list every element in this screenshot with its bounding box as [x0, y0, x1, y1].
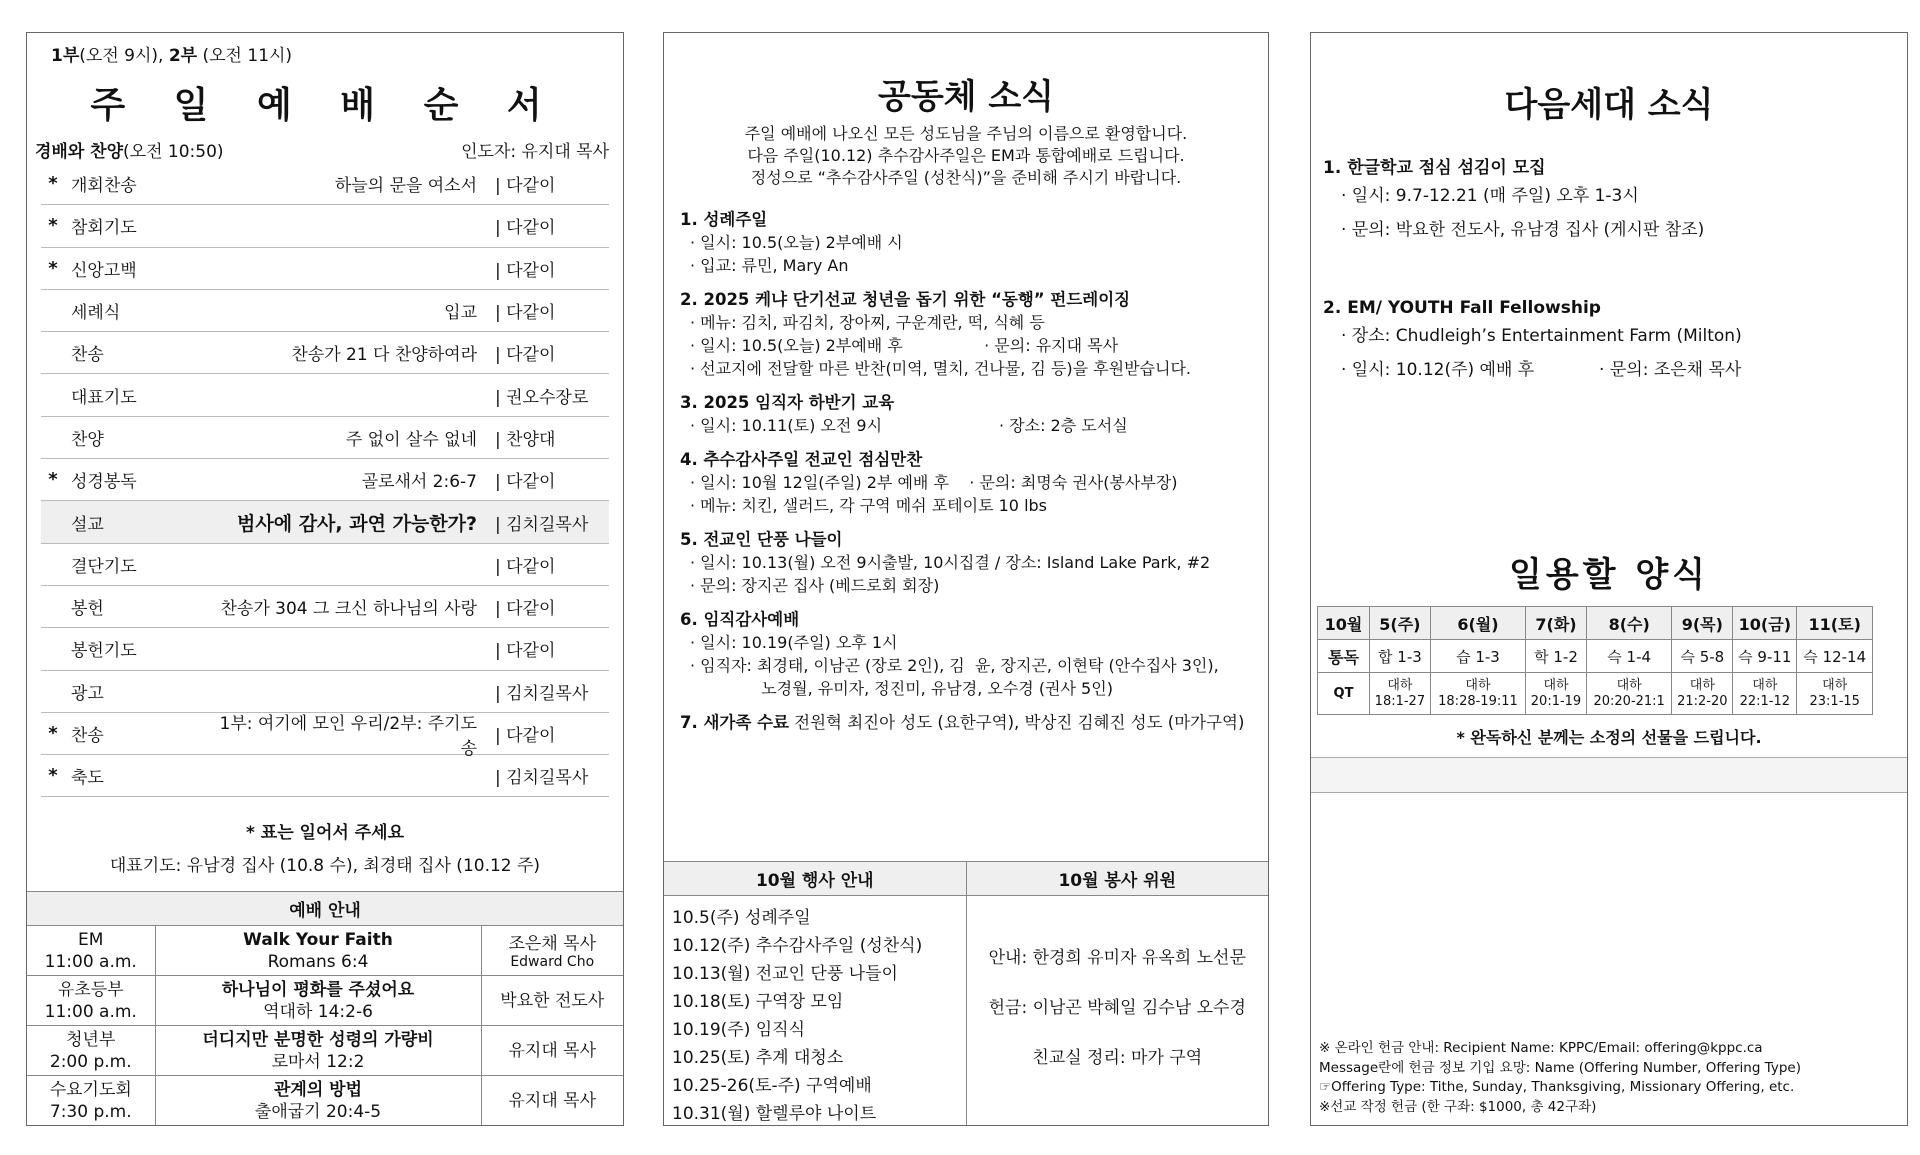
event-item: 10.12(주) 추수감사주일 (성찬식) [672, 936, 923, 956]
order-leader: | 김치길목사 [495, 514, 589, 535]
worship-title: 주 일 예 배 순 서 [90, 85, 560, 126]
order-leader: | 다같이 [495, 260, 556, 281]
order-leader: | 김치길목사 [495, 768, 589, 789]
news-line: 노경월, 유미자, 정진미, 유남경, 오수경 (권사 5인) [690, 679, 1113, 698]
order-item: 설교 [71, 514, 104, 535]
order-star: * [48, 173, 58, 195]
guide-sermon-title: 관계의 방법 [273, 1079, 363, 1100]
qt-book: 대하 [1616, 677, 1642, 693]
order-title: 입교 [444, 303, 477, 324]
reading-header-row [1318, 607, 1873, 640]
news-line: · 문의: 장지곤 집사 (베드로회 회장) [690, 576, 940, 595]
reading-cell: 슥 5-8 [1672, 640, 1733, 673]
divider-band [1311, 757, 1907, 793]
guide-sermon [155, 926, 481, 976]
reading-header: 10(금) [1733, 607, 1797, 640]
opening-praise: 경배와 찬양(오전 10:50) 인도자: 유지대 목사 [35, 137, 609, 162]
reading-header: 11(토) [1797, 607, 1873, 640]
order-row [41, 713, 609, 759]
reading-row-qt [1318, 673, 1873, 715]
reading-header: 6(월) [1430, 607, 1525, 640]
nextgen-title: 다음세대 소식 [1504, 85, 1714, 125]
order-leader: | 다같이 [495, 345, 556, 366]
order-row [41, 290, 609, 332]
order-leader: | 다같이 [495, 472, 556, 493]
news-line: · 일시: 10.5(오늘) 2부예배 후 · 문의: 유지대 목사 [690, 336, 1119, 355]
qt-range: 21:2-20 [1677, 693, 1728, 709]
guide-service [27, 926, 155, 976]
guide-scripture: Romans 6:4 [267, 951, 369, 972]
qt-book: 대하 [1387, 677, 1413, 693]
volunteers-list [966, 896, 1268, 1127]
welcome-message: 주일 예배에 나오신 모든 성도님을 주님의 이름으로 환영합니다. 다음 주일(10.12) 추수감사주일은 EM과 통합예배로 드립니다. 정성으로 “추수감사주일 (성찬식)”을 준비해 주시기 바랍니다. [744, 124, 1188, 187]
guide-scripture: 역대하 14:2-6 [263, 1001, 373, 1022]
order-row [41, 205, 609, 247]
qt-book: 대하 [1689, 677, 1715, 693]
order-row [41, 544, 609, 586]
order-row [41, 586, 609, 628]
nextgen-item-2: 2. EM/ YOUTH Fall Fellowship · 장소: Chudleigh’s Entertainment Farm (Milton) · 일시: 10.12(주) 예배 후 · 문의: 조은채 목사 [1323, 298, 1742, 380]
order-row [41, 332, 609, 374]
online-offering-info: ※ 온라인 헌금 안내: Recipient Name: KPPC/Email: offering@kppc.ca Message란에 헌금 정보 기입 요망: Name (Offering Number, Offering Type) ☞Offering Type: Tithe, Sunday, Thanksgiving, Missionary Offering, etc. ※선교 작정 헌금 (한 구좌: $1000, 총 42구좌) [1319, 1040, 1801, 1115]
order-row [41, 417, 609, 459]
guide-scripture: 출애굽기 20:4-5 [254, 1101, 382, 1122]
opening-leader: 인도자: 유지대 목사 [461, 142, 609, 162]
order-leader: | 다같이 [495, 303, 556, 324]
order-title: 범사에 감사, 과연 가능한가? [237, 512, 477, 535]
reading-cell [1370, 673, 1431, 715]
order-item: 참회기도 [71, 218, 137, 239]
order-star: * [48, 723, 58, 744]
news-heading: 1. 성례주일 [680, 210, 768, 229]
order-item: 세례식 [71, 303, 121, 324]
order-item: 봉헌 [71, 599, 104, 620]
guide-service [27, 976, 155, 1026]
prayer-note: 대표기도: 유남경 집사 (10.8 수), 최경태 집사 (10.12 주) [109, 856, 541, 876]
volunteers-header: 10월 봉사 위원 [966, 862, 1268, 896]
guide-pastor-name: 유지대 목사 [508, 1040, 596, 1061]
order-leader: | 다같이 [495, 726, 556, 746]
guide-sermon-title: Walk Your Faith [243, 929, 393, 950]
order-item: 찬양 [71, 429, 104, 450]
order-item: 성경봉독 [71, 472, 137, 493]
guide-time: 7:30 p.m. [49, 1101, 132, 1122]
reading-cell [1672, 673, 1733, 715]
order-row [41, 248, 609, 290]
reading-header: 10월 [1318, 607, 1370, 640]
order-star: * [48, 765, 58, 787]
reading-cell [1797, 673, 1873, 715]
order-item: 신앙고백 [71, 260, 137, 281]
event-item: 10.18(토) 구역장 모임 [672, 992, 844, 1012]
volunteer-item: 친교실 정리: 마가 구역 [1032, 1048, 1203, 1068]
guide-pastor [481, 1026, 623, 1076]
reward-note: * 완독하신 분께는 소정의 선물을 드립니다. [1456, 728, 1762, 747]
qt-range: 20:1-19 [1530, 693, 1582, 709]
guide-name: 유초등부 [57, 979, 124, 1000]
qt-book: 대하 [1465, 677, 1491, 693]
news-line: · 일시: 10월 12일(주일) 2부 예배 후 · 문의: 최명숙 권사(봉사부장) [690, 473, 1178, 492]
worship-order-panel [26, 32, 624, 1126]
news-heading-7: 7. 새가족 수료 [680, 713, 789, 732]
order-item: 축도 [71, 768, 104, 789]
volunteer-item: 헌금: 이남곤 박혜일 김수남 오수경 [988, 998, 1246, 1018]
guide-pastor [481, 976, 623, 1026]
order-leader: | 다같이 [495, 641, 556, 662]
guide-pastor-name: 박요한 전도사 [500, 990, 605, 1011]
nextgen-panel [1310, 32, 1908, 1126]
order-leader: | 찬양대 [495, 429, 556, 450]
order-row [41, 374, 609, 416]
events-list [664, 896, 966, 1127]
guide-pastor [481, 1076, 623, 1126]
news-text-7: 전원혁 최진아 성도 (요한구역), 박상진 김혜진 성도 (마가구역) [788, 713, 1245, 732]
reading-header: 5(주) [1370, 607, 1431, 640]
reading-cell [1526, 673, 1587, 715]
qt-book: 대하 [1752, 677, 1778, 693]
guide-sermon-title: 하나님이 평화를 주셨어요 [221, 979, 415, 1000]
news-heading: 5. 전교인 단풍 나들이 [680, 530, 843, 549]
order-leader: | 다같이 [495, 176, 556, 197]
reading-header: 8(수) [1586, 607, 1672, 640]
guide-time: 11:00 a.m. [44, 951, 137, 972]
news-line: · 임직자: 최경태, 이남곤 (장로 2인), 김 윤, 장지곤, 이현탁 (안수집사 3인), [690, 656, 1219, 675]
reading-cell: 학 1-2 [1526, 640, 1587, 673]
reading-cell: 슥 9-11 [1733, 640, 1797, 673]
guide-time: 2:00 p.m. [49, 1051, 132, 1072]
news-heading: 2. 2025 케냐 단기선교 청년을 돕기 위한 “동행” 펀드레이징 [680, 290, 1131, 309]
guide-service [27, 1026, 155, 1076]
news-line: · 메뉴: 치킨, 샐러드, 각 구역 메쉬 포테이토 10 lbs [690, 496, 1048, 515]
guide-name: EM [78, 929, 104, 950]
order-list [41, 163, 609, 797]
guide-pastor-sub: Edward Cho [510, 953, 595, 970]
guide-pastor [481, 926, 623, 976]
order-row [41, 459, 609, 501]
order-title: 찬송가 21 다 찬양하여라 [291, 345, 477, 366]
reading-plan-table [1317, 606, 1873, 715]
event-item: 10.25(토) 추계 대청소 [672, 1048, 844, 1068]
event-item: 10.19(주) 임직식 [672, 1020, 806, 1040]
worship-guide-header: 예배 안내 [27, 892, 623, 926]
news-line: · 일시: 10.11(토) 오전 9시 · 장소: 2층 도서실 [690, 416, 1128, 435]
community-title: 공동체 소식 [877, 77, 1055, 117]
nextgen-item-1: 1. 한글학교 점심 섬김이 모집 · 일시: 9.7-12.21 (매 주일) 오후 1-3시 · 문의: 박요한 전도사, 유남경 집사 (게시판 참조) [1323, 158, 1705, 240]
event-item: 10.5(주) 성례주일 [672, 908, 811, 928]
order-star: * [48, 257, 58, 279]
volunteer-item: 안내: 한경희 유미자 유옥희 노선문 [988, 948, 1246, 968]
order-leader: | 다같이 [495, 599, 556, 620]
news-heading: 6. 임직감사예배 [680, 610, 800, 629]
guide-row [27, 976, 623, 1026]
order-title: 주 없이 살수 없네 [345, 429, 477, 450]
order-row [41, 501, 609, 543]
qt-range: 23:1-15 [1809, 693, 1860, 709]
order-leader: | 권오수장로 [495, 387, 589, 408]
order-row [41, 163, 609, 205]
order-row [41, 755, 609, 797]
guide-sermon-title: 더디지만 분명한 성령의 가량비 [202, 1029, 434, 1050]
guide-time: 11:00 a.m. [44, 1001, 137, 1022]
reading-cell: 슥 12-14 [1797, 640, 1873, 673]
daily-bread-title: 일용할 양식 [1508, 555, 1710, 595]
order-leader: | 김치길목사 [495, 683, 589, 704]
guide-sermon [155, 976, 481, 1026]
guide-sermon [155, 1026, 481, 1076]
reading-cell [1586, 673, 1672, 715]
guide-scripture: 로마서 12:2 [271, 1051, 365, 1072]
order-leader: | 다같이 [495, 556, 556, 577]
qt-range: 22:1-12 [1739, 693, 1791, 709]
news-line: · 입교: 류민, Mary An [690, 256, 849, 275]
october-table [664, 861, 1268, 1126]
reading-cell: 슥 1-4 [1586, 640, 1672, 673]
news-line: · 선교지에 전달할 마른 반찬(미역, 멸치, 건나물, 김 등)을 후원받습니다. [690, 359, 1192, 378]
order-item: 대표기도 [71, 387, 137, 408]
order-title: 찬송가 304 그 크신 하나님의 사랑 [220, 599, 477, 620]
reading-cell: 습 1-3 [1430, 640, 1525, 673]
news-line: · 일시: 10.5(오늘) 2부예배 시 [690, 233, 903, 252]
order-item: 결단기도 [71, 556, 137, 577]
order-item: 봉헌기도 [71, 641, 137, 662]
order-row [41, 671, 609, 713]
news-line: · 일시: 10.19(주일) 오후 1시 [690, 633, 898, 652]
order-star: * [48, 469, 58, 491]
order-title: 골로새서 2:6-7 [361, 472, 477, 493]
service-times: 1부(오전 9시), 2부 (오전 11시) [51, 46, 293, 66]
reading-row-tongdok [1318, 640, 1873, 673]
qt-range: 20:20-21:1 [1593, 693, 1665, 709]
event-item: 10.13(월) 전교인 단풍 나들이 [672, 964, 898, 984]
qt-book: 대하 [1822, 677, 1848, 693]
guide-name: 청년부 [66, 1029, 116, 1050]
community-news-list [680, 209, 1260, 734]
guide-pastor-name: 조은채 목사 [508, 933, 596, 954]
reading-cell [1733, 673, 1797, 715]
qt-range: 18:1-27 [1374, 693, 1426, 709]
guide-sermon [155, 1076, 481, 1126]
order-item: 찬송 [71, 726, 104, 746]
order-leader: | 다같이 [495, 218, 556, 239]
reading-row-label: QT [1318, 673, 1370, 715]
event-item: 10.25-26(토-주) 구역예배 [672, 1076, 872, 1096]
reading-cell [1430, 673, 1525, 715]
order-row [41, 628, 609, 670]
order-title: 1부: 여기에 모인 우리/2부: 주기도송 [219, 713, 477, 759]
standing-note: * 표는 일어서 주세요 [245, 823, 405, 843]
guide-row [27, 926, 623, 976]
community-news-panel [663, 32, 1269, 1126]
news-heading: 3. 2025 임직자 하반기 교육 [680, 393, 895, 412]
reading-header: 9(목) [1672, 607, 1733, 640]
news-heading: 4. 추수감사주일 전교인 점심만찬 [680, 450, 923, 469]
reading-row-label: 통독 [1318, 640, 1370, 673]
guide-service [27, 1076, 155, 1126]
order-item: 광고 [71, 683, 104, 704]
guide-row [27, 1026, 623, 1076]
guide-name: 수요기도회 [49, 1079, 132, 1100]
news-line: · 메뉴: 김치, 파김치, 장아찌, 구운계란, 떡, 식혜 등 [690, 313, 1045, 332]
event-item: 10.31(월) 할렐루야 나이트 [672, 1104, 877, 1124]
order-item: 개회찬송 [71, 176, 137, 197]
guide-pastor-name: 유지대 목사 [508, 1090, 596, 1111]
news-heading [680, 712, 1260, 734]
qt-range: 18:28-19:11 [1438, 693, 1518, 709]
qt-book: 대하 [1543, 677, 1569, 693]
worship-guide-table [27, 891, 623, 1126]
order-item: 찬송 [71, 345, 104, 366]
reading-cell: 합 1-3 [1370, 640, 1431, 673]
news-line: · 일시: 10.13(월) 오전 9시출발, 10시집결 / 장소: Island Lake Park, #2 [690, 553, 1211, 572]
order-star: * [48, 215, 58, 237]
events-header: 10월 행사 안내 [664, 862, 966, 896]
order-title: 하늘의 문을 여소서 [334, 176, 477, 197]
guide-row [27, 1076, 623, 1126]
reading-header: 7(화) [1526, 607, 1587, 640]
